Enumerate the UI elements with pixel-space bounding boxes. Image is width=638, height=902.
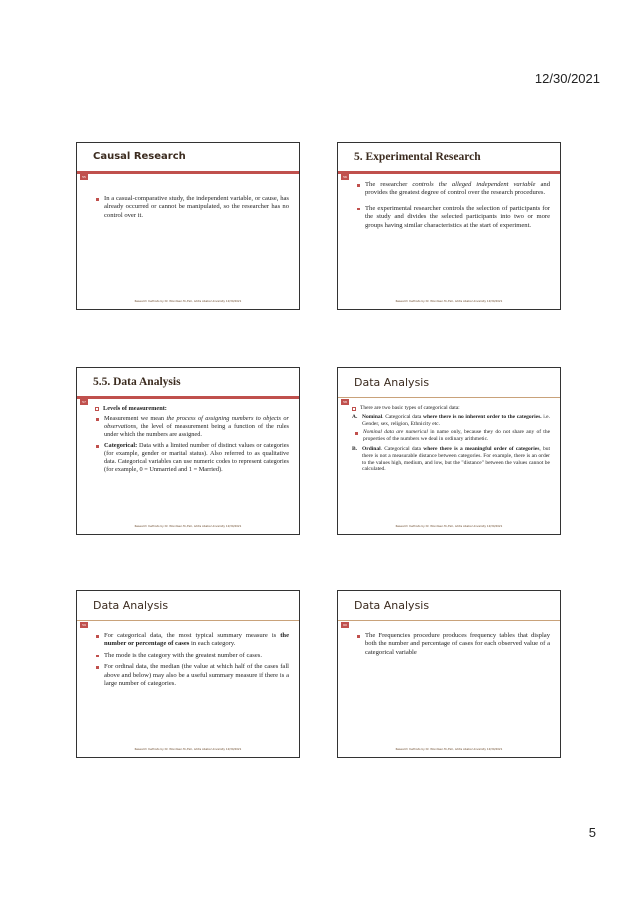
slide-footer: Research methods by Dr. Wondisen M.,EsC, Addis Ababa University 12/30/2021 — [395, 524, 503, 528]
bullet — [356, 181, 550, 198]
title-rule — [77, 396, 299, 399]
text: in name only, because they do not share any of the properties of the numbers we deal in ordinary arithmetic. — [363, 429, 551, 443]
slide-title: Data Analysis — [93, 599, 169, 612]
item-ordinal — [352, 446, 550, 473]
slide-number: 56 — [341, 174, 349, 180]
bullet: The Frequencies procedure produces frequency tables that display both the number and percentage of cases for each observed value of a categorical variable — [356, 632, 550, 657]
slide-footer: Research methods by Dr. Wondisen M.,EsC, Addis Ababa University 12/30/2021 — [395, 747, 503, 751]
bullet: The mode is the category with the greatest number of cases. — [95, 652, 289, 660]
slide-title: 5.5. Data Analysis — [93, 376, 181, 388]
strong: where there is a meaningful order of categories — [423, 445, 540, 452]
emphasis: controls the alleged independent variable — [412, 181, 536, 188]
slide-number: 59 — [80, 622, 88, 628]
slide-title: Causal Research — [93, 151, 186, 162]
bullet: The experimental researcher controls the selection of participants for the study and divides the selected participants into two or more groups having similar characteristics at the start of experiment. — [356, 205, 550, 230]
title-rule — [77, 171, 299, 174]
text: i.e. Gender, sex, religion, Ethnicity etc. — [362, 413, 550, 427]
slide-number: 58 — [341, 399, 349, 405]
slide-body — [356, 181, 550, 233]
strong: Ordinal — [362, 445, 381, 452]
slide-data-analysis-levels — [76, 367, 300, 535]
slide-body — [95, 632, 289, 691]
slide-footer: Research methods by Dr. Wondisen M.,EsC, Addis Ababa University 12/30/2021 — [395, 299, 503, 303]
slide-body — [95, 195, 289, 223]
slide-data-analysis-types — [337, 367, 561, 535]
text: Data with a limited number of distinct values or categories (for example, gender or marital status). Also referred to as qualitative data. Categorical variables can use numeric codes to represent categories (for example, 0 = Unmarried and 1 = Married). — [104, 442, 289, 473]
slide-experimental-research — [337, 142, 561, 310]
slide-body — [356, 632, 550, 660]
slide-data-analysis-frequencies — [337, 590, 561, 758]
checkbox-intro: There are two basic types of categorical data: — [352, 405, 550, 412]
slide-causal-research — [76, 142, 300, 310]
bullet — [95, 415, 289, 439]
slide-number: 55 — [80, 174, 88, 180]
text: For categorical data, the most typical summary measure is — [104, 632, 281, 639]
slide-data-analysis-summary — [76, 590, 300, 758]
slide-title: Data Analysis — [354, 376, 430, 389]
text: . Categorical data — [382, 413, 423, 420]
title-rule — [338, 397, 560, 398]
item-nominal — [352, 414, 550, 428]
strong: the number or percentage of cases — [104, 632, 289, 648]
text: the level of measurement being a function of the rules under which the numbers are assigned. — [104, 423, 289, 438]
text: The researcher — [365, 181, 413, 188]
item-label: B. — [352, 445, 358, 452]
strong: where there is no inherent order to the categories. — [423, 413, 542, 420]
title-rule — [77, 620, 299, 621]
slide-title: Data Analysis — [354, 599, 430, 612]
slide-body — [352, 405, 550, 475]
text: in each category. — [189, 640, 236, 648]
item-label: A. — [352, 413, 358, 420]
page-number: 5 — [588, 825, 596, 840]
strong: Nominal — [362, 413, 383, 420]
bullet: For ordinal data, the median (the value at which half of the cases fall above and below) may also be a useful summary measure if there is a large number of categories. — [95, 663, 289, 688]
slide-number: 57 — [80, 399, 88, 405]
slide-title: 5. Experimental Research — [354, 151, 481, 163]
slide-footer: Research methods by Dr. Wondisen M.,EsC, Addis Ababa University 12/30/2021 — [134, 524, 242, 528]
text: , but there is not a measurable distance between categories. For example, there is an order to the values high, medium, and low, but the "distance" between the values cannot be calculated. — [362, 445, 550, 473]
slide-number: 60 — [341, 622, 349, 628]
text: . Categorical data — [380, 445, 424, 452]
checkbox-heading — [95, 405, 289, 413]
slide-footer: Research methods by Dr. Wondisen M.,EsC, Addis Ababa University 12/30/2021 — [134, 747, 242, 751]
text: Measurement we mean — [104, 415, 167, 422]
bullet — [95, 442, 289, 474]
slide-body — [95, 405, 289, 477]
emphasis: Nominal data are numerical — [363, 429, 428, 436]
bullet — [95, 632, 289, 649]
bullet: In a casual-comparative study, the independent variable, or cause, has already occurred or cannot be manipulated, so the researcher has no control over it. — [95, 195, 289, 220]
emphasis: the process of assigning numbers to objects or observations, — [104, 415, 289, 430]
text: and provides the greatest degree of control over the research procedures. — [365, 181, 551, 197]
title-rule — [338, 620, 560, 621]
header-date: 12/30/2021 — [534, 71, 600, 86]
slide-footer: Research methods by Dr. Wondisen M.,EsC, Addis Ababa University 12/30/2021 — [134, 299, 242, 303]
bullet — [354, 429, 550, 443]
strong: Categorical: — [104, 442, 138, 449]
heading-text: Levels of measurement: — [103, 405, 167, 412]
title-rule — [338, 171, 560, 174]
